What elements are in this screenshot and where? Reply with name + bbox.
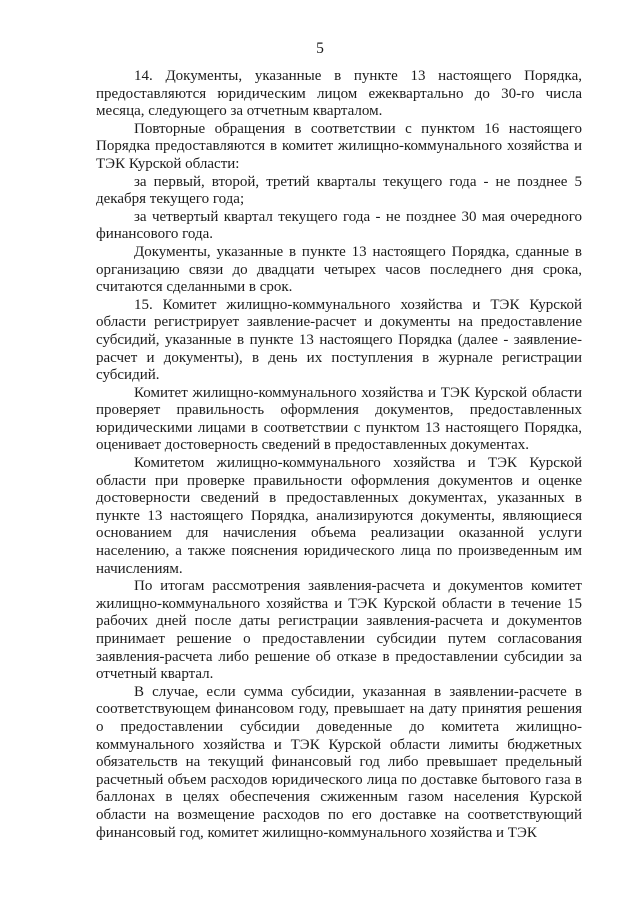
paragraph-verification: Комитет жилищно-коммунального хозяйства и ТЭК Курской области проверяет правильность оформления документов, предоставленных юридическими лицами в соответствии с пунктом 13 настоящего Порядка, оценивает достоверность сведений в предоставленных документах. xyxy=(96,384,582,454)
paragraph-14-deadline: 14. Документы, указанные в пункте 13 настоящего Порядка, предоставляются юридическим лицом ежеквартально до 30-го числа месяца, следующего за отчетным кварталом. xyxy=(96,68,582,120)
page-number: 5 xyxy=(316,40,324,57)
paragraph-first-quarters-deadline: за первый, второй, третий кварталы текущего года - не позднее 5 декабря текущего года; xyxy=(96,173,582,208)
paragraph-limits-exceeded: В случае, если сумма субсидии, указанная в заявлении-расчете в соответствующем финансовом году, превышает на дату принятия решения о предоставлении субсидии доведенные до комитета жилищно-коммунального хозяйства и ТЭК Курской области лимиты бюджетных обязательств на текущий финансовый год либо превышает предельный расчетный объем расходов юридического лица по доставке бытового газа в баллонах в целях обеспечения сжиженным газом населения Курской области на возмещение расходов по его доставке на соответствующий финансовый год, комитет жилищно-коммунального хозяйства и ТЭК xyxy=(96,683,582,841)
paragraph-15-registration: 15. Комитет жилищно-коммунального хозяйства и ТЭК Курской области регистрирует заявление-расчет и документы на предоставление субсидий, указанные в пункте 13 настоящего Порядка (далее - заявление-расчет и документы), в день их поступления в журнале регистрации субсидий. xyxy=(96,296,582,384)
paragraph-analysis: Комитетом жилищно-коммунального хозяйства и ТЭК Курской области при проверке правильности оформления документов и оценке достоверности сведений в предоставленных документах, указанных в пункте 13 настоящего Порядка, анализируются документы, являющиеся основанием для начисления объема реализации оказанной услуги населению, а также пояснения юридического лица по произведенным им начислениям. xyxy=(96,455,582,577)
paragraph-repeat-requests: Повторные обращения в соответствии с пунктом 16 настоящего Порядка предоставляются в комитет жилищно-коммунального хозяйства и ТЭК Курской области: xyxy=(96,120,582,172)
paragraph-decision: По итогам рассмотрения заявления-расчета и документов комитет жилищно-коммунального хозяйства и ТЭК Курской области в течение 15 рабочих дней после даты регистрации заявления-расчета и документов принимает решение о предоставлении субсидии путем согласования заявления-расчета либо решение об отказе в предоставлении субсидии за отчетный квартал. xyxy=(96,578,582,683)
paragraph-postal-submission: Документы, указанные в пункте 13 настоящего Порядка, сданные в организацию связи до двадцати четырех часов последнего дня срока, считаются сделанными в срок. xyxy=(96,243,582,296)
document-body xyxy=(96,68,582,842)
paragraph-fourth-quarter-deadline: за четвертый квартал текущего года - не позднее 30 мая очередного финансового года. xyxy=(96,208,582,243)
